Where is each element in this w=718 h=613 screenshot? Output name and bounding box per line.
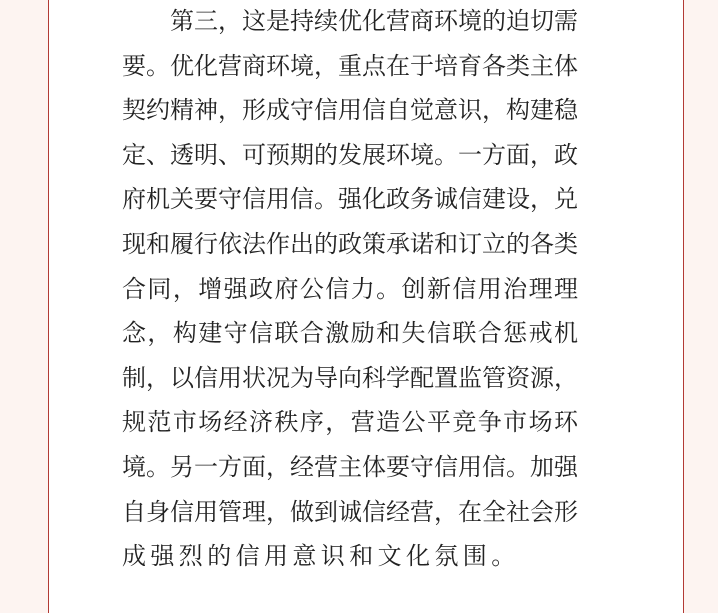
paragraph-line-3: 契约精神，形成守信用信自觉意识，构建稳 (122, 96, 578, 125)
paragraph-line-1: 第三，这是持续优化营商环境的迫切需 (170, 7, 578, 35)
paragraph-line-2: 要。优化营商环境，重点在于培育各类主体 (122, 51, 578, 80)
paragraph-line-5: 府机关要守信用信。强化政务诚信建设，兑 (122, 185, 578, 214)
paragraph-line-9: 制，以信用状况为导向科学配置监管资源， (122, 363, 578, 392)
paragraph-line-10: 规范市场经济秩序，营造公平竞争市场环 (122, 408, 578, 437)
paragraph-line-4: 定、透明、可预期的发展环境。一方面，政 (122, 140, 578, 169)
paragraph-line-12: 自身信用管理，做到诚信经营，在全社会形 (122, 497, 578, 526)
paragraph-line-13: 成强烈的信用意识和文化氛围。 (122, 542, 520, 571)
paragraph-line-8: 念，构建守信联合激励和失信联合惩戒机 (122, 319, 578, 348)
article-text (122, 0, 578, 579)
paragraph-line-11: 境。另一方面，经营主体要守信用信。加强 (122, 452, 578, 481)
paragraph-line-7: 合同，增强政府公信力。创新信用治理理 (122, 274, 578, 303)
article-panel (49, 0, 683, 613)
right-frame-rule (683, 0, 684, 613)
paragraph-line-6: 现和履行依法作出的政策承诺和订立的各类 (122, 229, 578, 258)
